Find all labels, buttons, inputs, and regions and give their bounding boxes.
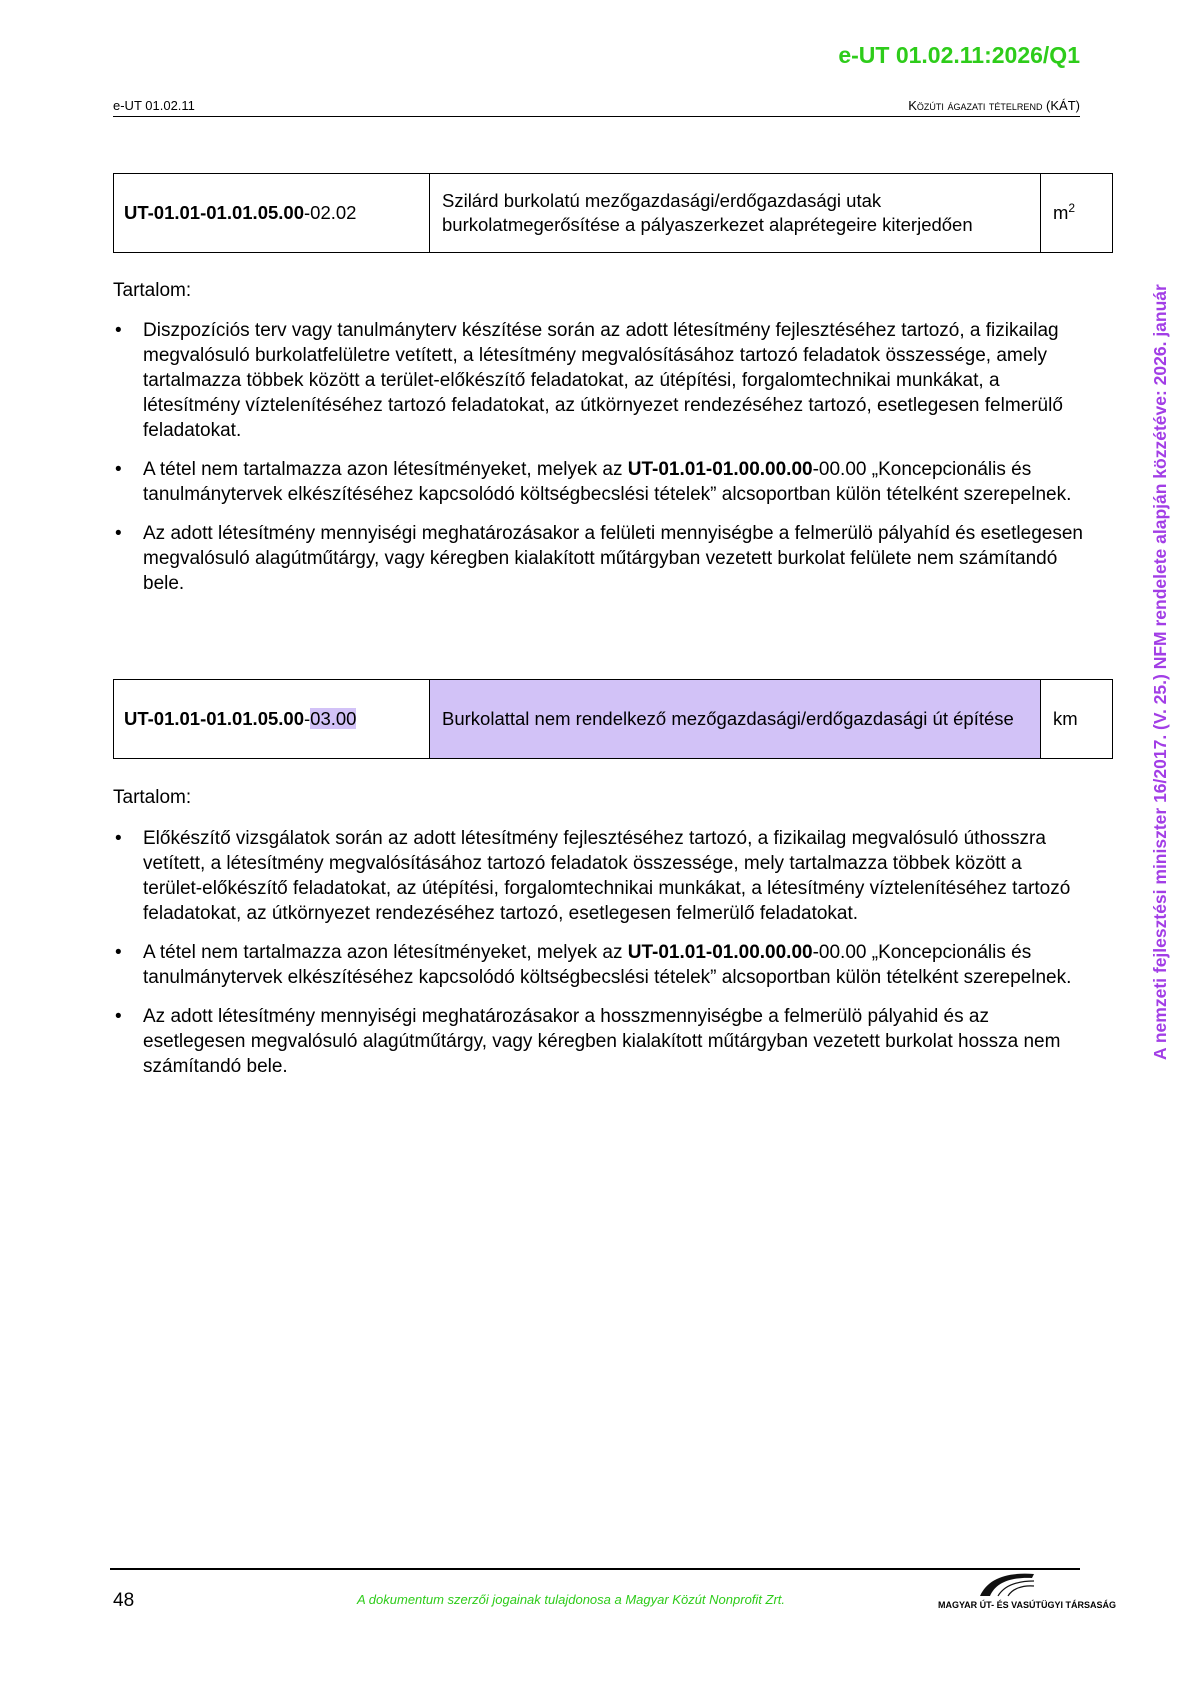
item-unit: $m^2$ [1041,174,1113,253]
page-number: 48 [113,1590,135,1611]
page-header [113,94,1080,117]
list-item: • Előkészítő vizsgálatok során az adott létesítmény fejlesztéséhez tartozó, a fizikailag megvalósuló úthosszra vetített, a létesítmény megvalósításához tartozó feladatok összessége, mely tartalmazza többek között a terület-előkészítő feladatokat, az útépítési, forgalomtechnikai munkákat, a létesítmény víztelenítéséhez tartozó feladatokat, az útkörnyezet rendezéséhez tartozó, esetlegesen felmerülő feladatokat. [113,826,1083,926]
bullet-list-1 [113,318,1083,610]
logo-text: MAGYAR ÚT- ÉS VASÚTÜGYI TÁRSASÁG [938,1600,1117,1610]
list-item: • Az adott létesítmény mennyiségi meghatározásakor a felületi mennyiségbe a felmerülö pályahíd és esetlegesen megvalósuló alagútműtárgy, vagy kéregben kialakított műtárgyban vezetett burkolat felülete nem számítandó bele. [113,521,1083,596]
item-description-highlighted: Burkolattal nem rendelkező mezőgazdasági/erdőgazdasági út építése [430,680,1041,759]
side-publication-note: A nemzeti fejlesztési miniszter 16/2017. (V. 25.) NFM rendelete alapján közzétéve: 2026. január [1150,284,1170,1060]
bullet-list-2 [113,826,1083,1093]
list-item: • A tétel nem tartalmazza azon létesítményeket, melyek az UT-01.01-01.00.00.00-00.00 „Koncepcionális és tanulmánytervek elkészítéséhez kapcsolódó költségbecslési tételek” alcsoportban külön tételként szerepelnek. [113,940,1083,990]
list-item: • A tétel nem tartalmazza azon létesítményeket, melyek az UT-01.01-01.00.00.00-00.00 „Koncepcionális és tanulmánytervek elkészítéséhez kapcsolódó költségbecslési tételek” alcsoportban külön tételként szerepelnek. [113,457,1083,507]
header-doc-title: Közúti ágazati tételrend (KÁT) [908,98,1080,113]
copyright-notice: A dokumentum szerzői jogainak tulajdonosa a Magyar Közút Nonprofit Zrt. [357,1592,786,1607]
item-table-1 [113,173,1113,253]
society-logo [938,1570,1117,1610]
section-label: Tartalom: [113,787,192,808]
highlighted-code-suffix: 03.00 [310,708,357,729]
footer-divider [110,1568,1080,1570]
list-item: • Az adott létesítmény mennyiségi meghatározásakor a hosszmennyiségbe a felmerülö pályahid és az esetlegesen megvalósuló alagútműtárgy, vagy kéregben kialakított műtárgyban vezetett burkolat hossza nem számítandó bele. [113,1004,1083,1079]
list-item: • Diszpozíciós terv vagy tanulmányterv készítése során az adott létesítmény fejlesztéséhez tartozó, a fizikailag megvalósuló burkolatfelületre vetített, a létesítmény megvalósításához tartozó feladatok összessége, amely tartalmazza többek között a terület-előkészítő feladatokat, az útépítési, forgalomtechnikai munkákat, a létesítmény víztelenítéséhez tartozó feladatokat, az útkörnyezet rendezéséhez tartozó, esetlegesen felmerülő feladatokat. [113,318,1083,443]
header-doc-id: e-UT 01.02.11 [113,98,195,113]
item-description: Szilárd burkolatú mezőgazdasági/erdőgazdasági utak burkolatmegerősítése a pályaszerkezet alaprétegeire kiterjedően [430,174,1041,253]
item-unit: km [1041,680,1113,759]
item-code: UT-01.01-01.01.05.00-03.00 [114,680,430,759]
document-version-stamp: e-UT 01.02.11:2026/Q1 [838,42,1080,68]
item-table-2 [113,679,1113,759]
reference-code: UT-01.01-01.00.00.00 [627,459,813,480]
item-code: UT-01.01-01.01.05.00-02.02 [114,174,430,253]
section-label: Tartalom: [113,280,192,301]
item-code-suffix: 02.02 [310,202,357,223]
reference-code: UT-01.01-01.00.00.00 [627,942,813,963]
road-swoosh-icon [978,1570,1038,1598]
